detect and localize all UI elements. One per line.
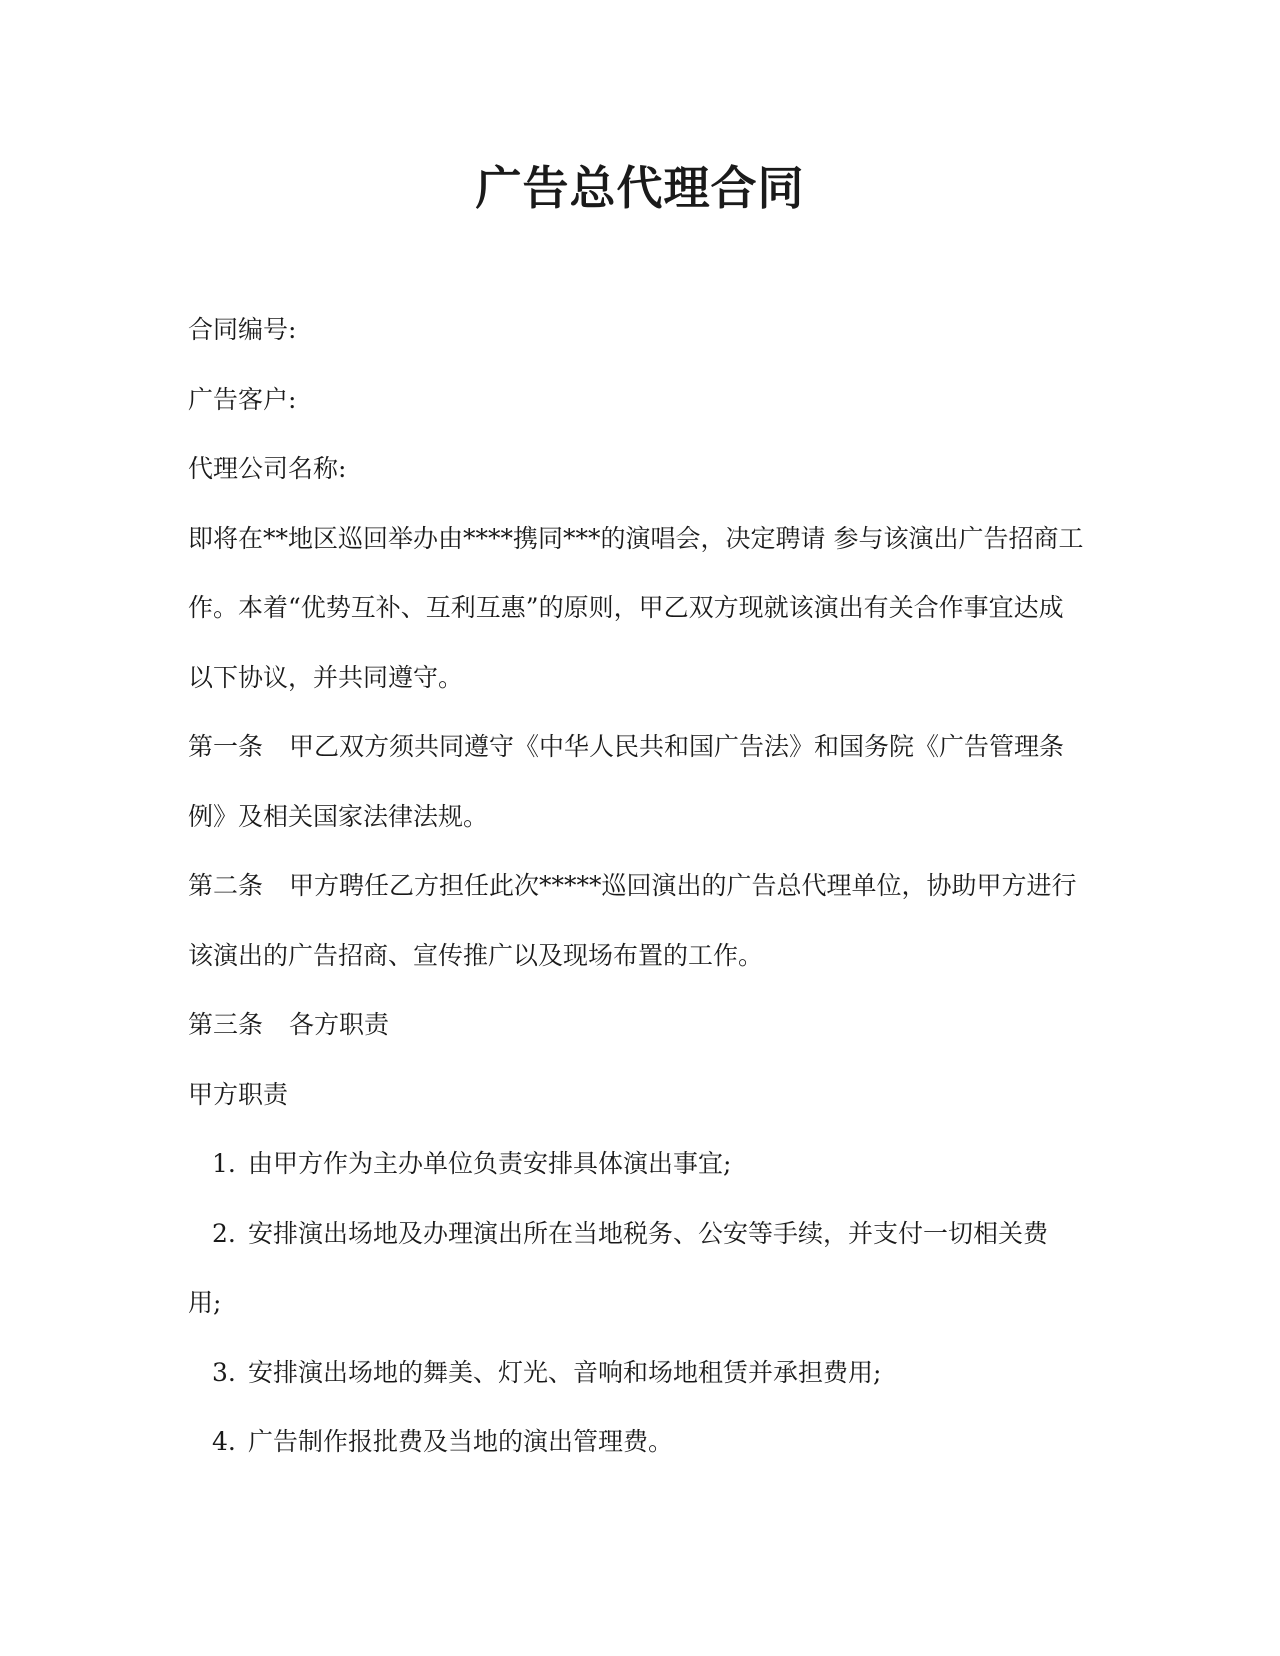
document-title: 广告总代理合同 (475, 161, 805, 215)
list-item-number: 2. (212, 1218, 236, 1248)
list-item (188, 1129, 1093, 1199)
list-item-text: 由甲方作为主办单位负责安排具体演出事宜; (248, 1149, 732, 1178)
intro-line-1: 即将在**地区巡回举办由****携同***的演唱会，决定聘请 参与该演出广告招商工 (188, 523, 1084, 553)
article-2-label: 第二条 (188, 871, 264, 900)
field-agency-name: 代理公司名称: (188, 454, 347, 483)
list-item-number: 1. (212, 1149, 236, 1178)
article-2 (188, 851, 1093, 921)
list-item (188, 1338, 1093, 1408)
field-contract-no: 合同编号: (188, 315, 297, 344)
intro-line-3: 以下协议，并共同遵守。 (188, 662, 464, 692)
document-body (188, 295, 1093, 1477)
article-1-label: 第一条 (188, 732, 264, 761)
article-2-line-2: 该演出的广告招商、宣传推广以及现场布置的工作。 (188, 940, 764, 970)
article-3-label: 第三条 (188, 1010, 264, 1039)
intro-line-2: 作。本着“优势互补、互利互惠”的原则，甲乙双方现就该演出有关合作事宜达成 (188, 593, 1064, 622)
field-client: 广告客户: (188, 384, 297, 414)
list-item-text: 安排演出场地及办理演出所在当地税务、公安等手续，并支付一切相关费 (248, 1218, 1049, 1248)
list-item (188, 1407, 1093, 1477)
list-item-text: 广告制作报批费及当地的演出管理费。 (248, 1427, 674, 1456)
list-item-number: 4. (212, 1427, 236, 1456)
article-3 (188, 990, 1093, 1060)
article-1 (188, 712, 1093, 782)
list-item-text: 安排演出场地的舞美、灯光、音响和场地租赁并承担费用; (248, 1357, 882, 1387)
list-item-number: 3. (212, 1357, 236, 1387)
party-a-duties-heading: 甲方职责 (188, 1079, 289, 1109)
article-1-line-1: 甲乙双方须共同遵守《中华人民共和国广告法》和国务院《广告管理条 (289, 732, 1065, 761)
list-item-continuation: 用; (188, 1288, 222, 1317)
article-2-line-1: 甲方聘任乙方担任此次*****巡回演出的广告总代理单位，协助甲方进行 (289, 871, 1077, 900)
article-1-line-2: 例》及相关国家法律法规。 (188, 801, 489, 831)
article-3-text: 各方职责 (289, 1010, 390, 1039)
list-item (188, 1199, 1093, 1269)
